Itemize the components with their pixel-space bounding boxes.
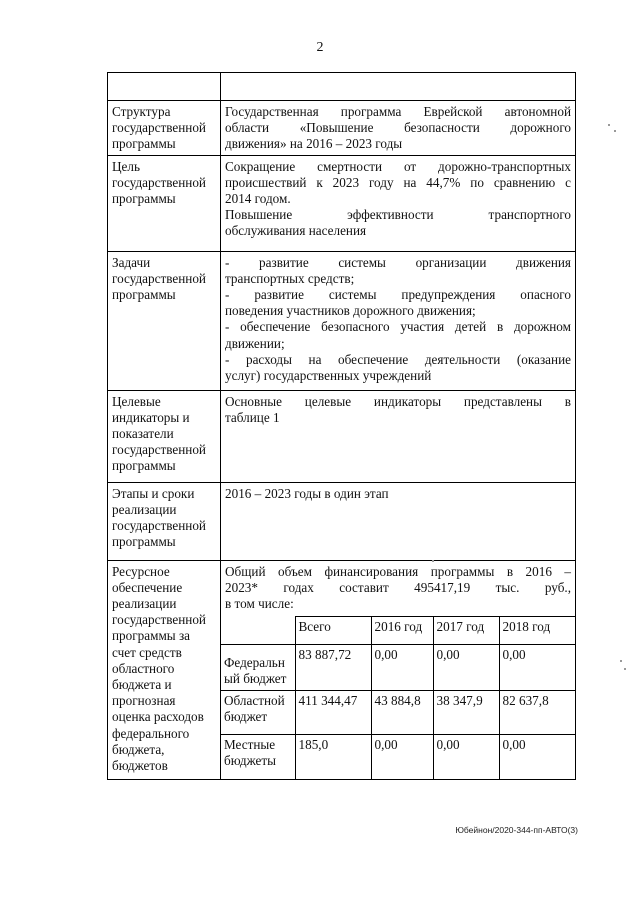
label-resources (108, 560, 221, 779)
table-row-stages (108, 482, 576, 560)
scan-speck (624, 668, 626, 670)
finance-cell: 43 884,8 (371, 691, 433, 735)
content-line: области «Повышение безопасности дорожного (225, 120, 571, 136)
table-row (221, 735, 575, 779)
content-line: Повышение эффективности транспортного (225, 207, 571, 223)
table-row-tasks (108, 251, 576, 390)
label-line: индикаторы и (112, 409, 190, 425)
label-stages (108, 482, 221, 560)
finance-header-row (221, 617, 575, 645)
label-line: программы (112, 136, 176, 152)
content-structure (221, 101, 576, 156)
cell-empty-content (221, 73, 576, 101)
finance-name-line: Областной (224, 693, 285, 709)
finance-header-2017: 2017 год (433, 617, 499, 645)
finance-cell: 0,00 (499, 645, 575, 691)
finance-name-line: Федеральн (224, 655, 285, 671)
label-indicators (108, 390, 221, 482)
table-row-resources (108, 560, 576, 779)
content-line: 2014 годом. (225, 191, 291, 207)
table-row (221, 645, 575, 691)
label-tasks (108, 251, 221, 390)
label-line: счет средств (112, 644, 182, 660)
content-line: Основные целевые индикаторы представлены в (225, 393, 571, 409)
table-row (221, 691, 575, 735)
finance-name-line: ый бюджет (224, 671, 287, 687)
content-line: - расходы на обеспечение деятельности (оказание (225, 351, 571, 367)
finance-header-total: Всего (295, 617, 371, 645)
label-line: бюджета, (112, 741, 165, 757)
label-line: Цель (112, 158, 140, 174)
finance-name-line: бюджеты (224, 753, 277, 769)
label-line: бюджетов (112, 758, 168, 774)
content-goal (221, 155, 576, 251)
content-line: происшествий к 2023 году на 44,7% по сравнению с (225, 174, 571, 190)
finance-cell: 411 344,47 (295, 691, 371, 735)
finance-name-line: Местные (224, 737, 276, 753)
finance-header-2018: 2018 год (499, 617, 575, 645)
finance-cell: 82 637,8 (499, 691, 575, 735)
label-line: обеспечение (112, 579, 183, 595)
label-structure (108, 101, 221, 156)
finance-cell: 38 347,9 (433, 691, 499, 735)
table-row-empty (108, 73, 576, 101)
content-line: Сокращение смертности от дорожно-транспортных (225, 158, 571, 174)
finance-cell: 185,0 (295, 735, 371, 779)
content-line: 2023* годах составит 495417,19 тыс. руб., (225, 579, 571, 595)
content-line: - обеспечение безопасного участия детей в дорожном (225, 319, 571, 335)
label-line: государственной (112, 518, 206, 534)
label-line: Этапы и сроки (112, 485, 195, 501)
label-line: показатели (112, 426, 174, 442)
finance-cell: 0,00 (371, 735, 433, 779)
label-line: программы (112, 191, 176, 207)
content-resources (221, 560, 576, 779)
finance-name-line: бюджет (224, 709, 268, 725)
document-footer-code: Юбейнон/2020-344-пп-АВТО(3) (455, 825, 578, 835)
label-line: реализации (112, 596, 177, 612)
finance-cell: 0,00 (371, 645, 433, 691)
content-line: в том числе: (225, 596, 294, 612)
label-line: программы (112, 458, 176, 474)
label-line: Задачи (112, 254, 151, 270)
label-line: Ресурсное (112, 563, 170, 579)
label-line: государственной (112, 270, 206, 286)
finance-cell: 0,00 (433, 645, 499, 691)
label-goal (108, 155, 221, 251)
table-row-indicators (108, 390, 576, 482)
scan-speck (608, 124, 610, 126)
page-number: 2 (316, 40, 324, 55)
content-indicators (221, 390, 576, 482)
content-stages (221, 482, 576, 560)
content-line: движения» на 2016 – 2023 годы (225, 136, 403, 152)
label-line: программы за (112, 628, 191, 644)
content-line: услуг) государственных учреждений (225, 368, 432, 384)
label-line: программы (112, 287, 176, 303)
label-line: государственной (112, 120, 206, 136)
label-line: областного (112, 660, 175, 676)
scan-speck (432, 560, 434, 562)
passport-table (107, 72, 576, 780)
label-line: Структура (112, 104, 171, 119)
label-line: Целевые (112, 393, 161, 409)
label-line: реализации (112, 501, 177, 517)
content-line: Общий объем финансирования программы в 2016 – (225, 563, 571, 579)
finance-cell: 83 887,72 (295, 645, 371, 691)
label-line: бюджета и (112, 677, 172, 693)
label-line: государственной (112, 442, 206, 458)
content-line: - развитие системы предупреждения опасного (225, 287, 571, 303)
content-line: Государственная программа Еврейской автономной (225, 104, 571, 119)
label-line: оценка расходов (112, 709, 204, 725)
label-line: программы (112, 534, 176, 550)
content-line: - развитие системы организации движения (225, 254, 571, 270)
table-row-structure (108, 101, 576, 156)
content-line: транспортных средств; (225, 270, 355, 286)
finance-row-name (221, 645, 295, 691)
label-line: прогнозная (112, 693, 176, 709)
label-line: государственной (112, 612, 206, 628)
finance-cell: 0,00 (499, 735, 575, 779)
content-line: движении; (225, 335, 285, 351)
finance-cell: 0,00 (433, 735, 499, 779)
cell-empty-label (108, 73, 221, 101)
label-line: федерального (112, 725, 190, 741)
scan-speck (614, 130, 616, 132)
label-line: государственной (112, 174, 206, 190)
content-line: 2016 – 2023 годы в один этап (225, 485, 389, 501)
content-line: обслуживания населения (225, 223, 367, 239)
content-line: таблице 1 (225, 409, 280, 425)
scan-speck (620, 660, 622, 662)
table-row-goal (108, 155, 576, 251)
finance-header-empty (221, 617, 295, 645)
content-line: поведения участников дорожного движения; (225, 303, 476, 319)
finance-row-name (221, 691, 295, 735)
finance-row-name (221, 735, 295, 779)
content-tasks (221, 251, 576, 390)
finance-header-2016: 2016 год (371, 617, 433, 645)
finance-table (221, 616, 575, 779)
